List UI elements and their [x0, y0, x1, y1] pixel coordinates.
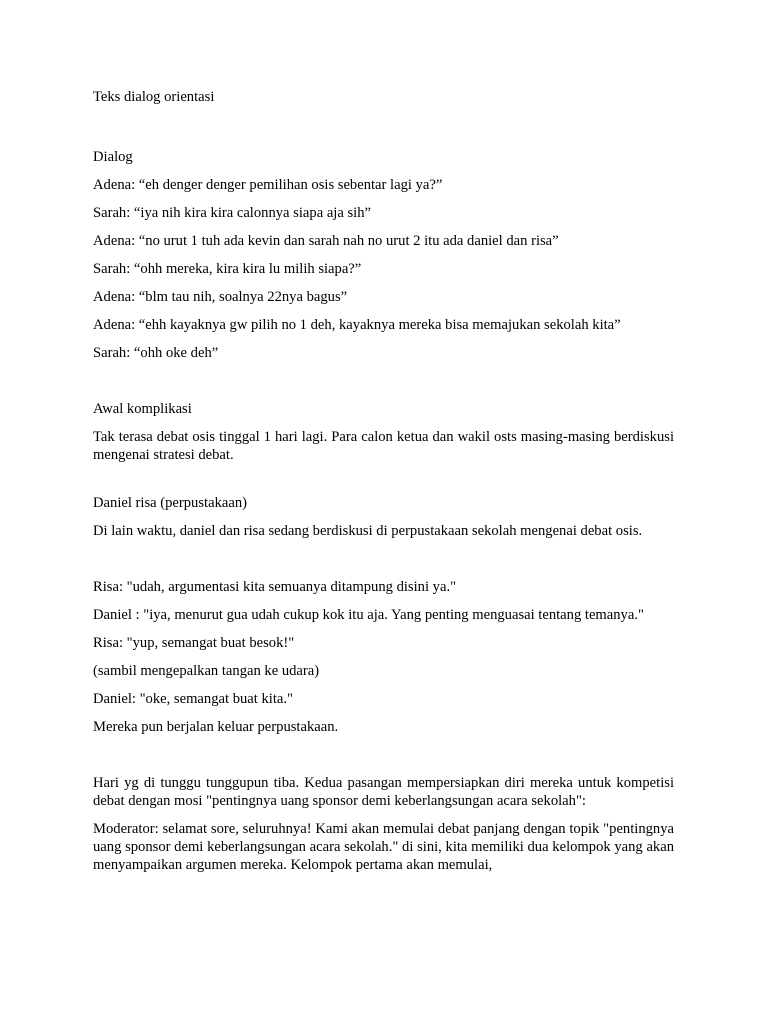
spacer: [93, 746, 674, 774]
risa-line: Risa: "yup, semangat buat besok!": [93, 635, 295, 651]
dialog-heading: Dialog: [93, 149, 133, 165]
dialog-line: Sarah: “iya nih kira kira calonnya siapa aja sih”: [93, 205, 371, 221]
dialog-line: Sarah: “ohh mereka, kira kira lu milih siapa?”: [93, 261, 362, 277]
perpustakaan-heading: Daniel risa (perpustakaan): [93, 495, 247, 511]
dialog-line: Adena: “blm tau nih, soalnya 22nya bagus”: [93, 289, 348, 305]
closing-line: Mereka pun berjalan keluar perpustakaan.: [93, 719, 339, 735]
stage-direction: (sambil mengepalkan tangan ke udara): [93, 663, 320, 679]
moderator-paragraph: Moderator: selamat sore, seluruhnya! Kami akan memulai debat panjang dengan topik "pentingnya uang sponsor demi keberlangsungan acara sekolah." di sini, kita memiliki dua kelompok yang akan menyampaikan argumen mereka. Kelompok pertama akan memulai,: [93, 821, 674, 873]
spacer: [93, 550, 674, 578]
document-page: [93, 88, 674, 884]
dialog-line: Adena: “no urut 1 tuh ada kevin dan sarah nah no urut 2 itu ada daniel dan risa”: [93, 233, 559, 249]
spacer: [93, 474, 674, 494]
risa-line: Risa: "udah, argumentasi kita semuanya ditampung disini ya.": [93, 579, 457, 595]
komplikasi-heading: Awal komplikasi: [93, 401, 192, 417]
daniel-line: Daniel: "oke, semangat buat kita.": [93, 691, 293, 707]
perpustakaan-paragraph: Di lain waktu, daniel dan risa sedang berdiskusi di perpustakaan sekolah mengenai debat osis.: [93, 523, 643, 539]
spacer: [93, 116, 674, 148]
dialog-line: Sarah: “ohh oke deh”: [93, 345, 219, 361]
hari-paragraph: Hari yg di tunggu tunggupun tiba. Kedua pasangan mempersiapkan diri mereka untuk kompetisi debat dengan mosi "pentingnya uang sponsor demi keberlangsungan acara sekolah":: [93, 775, 674, 809]
daniel-line: Daniel : "iya, menurut gua udah cukup kok itu aja. Yang penting menguasai tentang temanya.": [93, 607, 644, 623]
document-title: Teks dialog orientasi: [93, 89, 215, 105]
dialog-line: Adena: “eh denger denger pemilihan osis sebentar lagi ya?”: [93, 177, 443, 193]
spacer: [93, 372, 674, 400]
dialog-line: Adena: “ehh kayaknya gw pilih no 1 deh, kayaknya mereka bisa memajukan sekolah kita”: [93, 317, 621, 333]
komplikasi-paragraph: Tak terasa debat osis tinggal 1 hari lagi. Para calon ketua dan wakil osts masing-masing berdiskusi mengenai stratesi debat.: [93, 429, 674, 463]
